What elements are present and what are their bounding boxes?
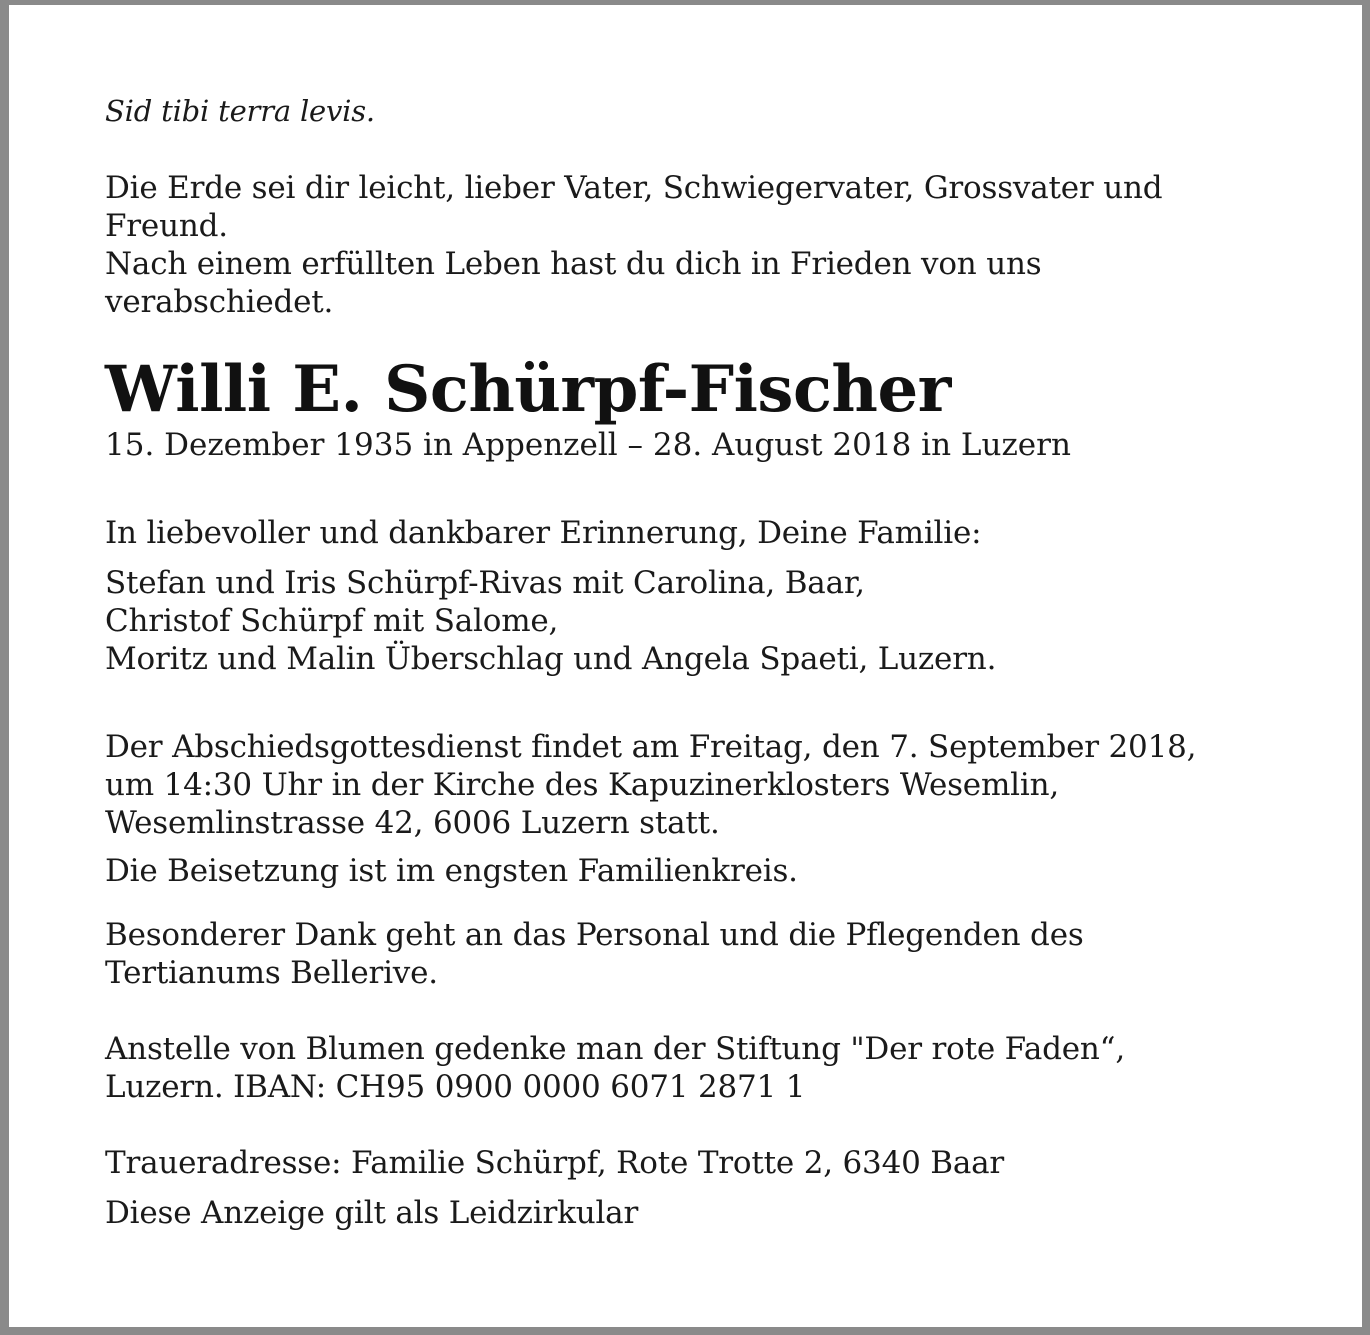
intro-paragraph [105, 169, 1305, 321]
burial-note: Die Beisetzung ist im engsten Familienkreis. [105, 853, 798, 889]
thanks-line: Besonderer Dank geht an das Personal und die Pflegenden des [105, 917, 1084, 953]
donation-paragraph [105, 1030, 1305, 1106]
service-paragraph [105, 728, 1305, 842]
intro-line: Die Erde sei dir leicht, lieber Vater, Schwiegervater, Grossvater und [105, 170, 1163, 206]
thanks-paragraph [105, 916, 1305, 992]
mourning-address: Traueradresse: Familie Schürpf, Rote Trotte 2, 6340 Baar [105, 1145, 1005, 1181]
donation-line: Anstelle von Blumen gedenke man der Stiftung "Der rote Faden“, [105, 1031, 1125, 1067]
intro-line: Freund. [105, 208, 228, 244]
family-member: Stefan und Iris Schürpf-Rivas mit Carolina, Baar, [105, 565, 865, 601]
family-members [105, 564, 1305, 678]
life-dates: 15. Dezember 1935 in Appenzell – 28. August 2018 in Luzern [105, 427, 1071, 463]
intro-line: verabschiedet. [105, 284, 334, 320]
motto: Sid tibi terra levis. [105, 94, 375, 128]
family-heading: In liebevoller und dankbarer Erinnerung, Deine Familie: [105, 515, 982, 551]
family-member: Moritz und Malin Überschlag und Angela Spaeti, Luzern. [105, 641, 997, 677]
service-line: Der Abschiedsgottesdienst findet am Freitag, den 7. September 2018, [105, 729, 1197, 765]
deceased-name: Willi E. Schürpf-Fischer [105, 352, 951, 427]
service-line: Wesemlinstrasse 42, 6006 Luzern statt. [105, 805, 720, 841]
service-line: um 14:30 Uhr in der Kirche des Kapuzinerklosters Wesemlin, [105, 767, 1060, 803]
thanks-line: Tertianums Bellerive. [105, 955, 438, 991]
family-member: Christof Schürpf mit Salome, [105, 603, 559, 639]
intro-line: Nach einem erfüllten Leben hast du dich in Frieden von uns [105, 246, 1042, 282]
obituary-notice [105, 91, 1305, 1232]
circular-note: Diese Anzeige gilt als Leidzirkular [105, 1195, 639, 1231]
donation-line: Luzern. IBAN: CH95 0900 0000 6071 2871 1 [105, 1069, 806, 1105]
